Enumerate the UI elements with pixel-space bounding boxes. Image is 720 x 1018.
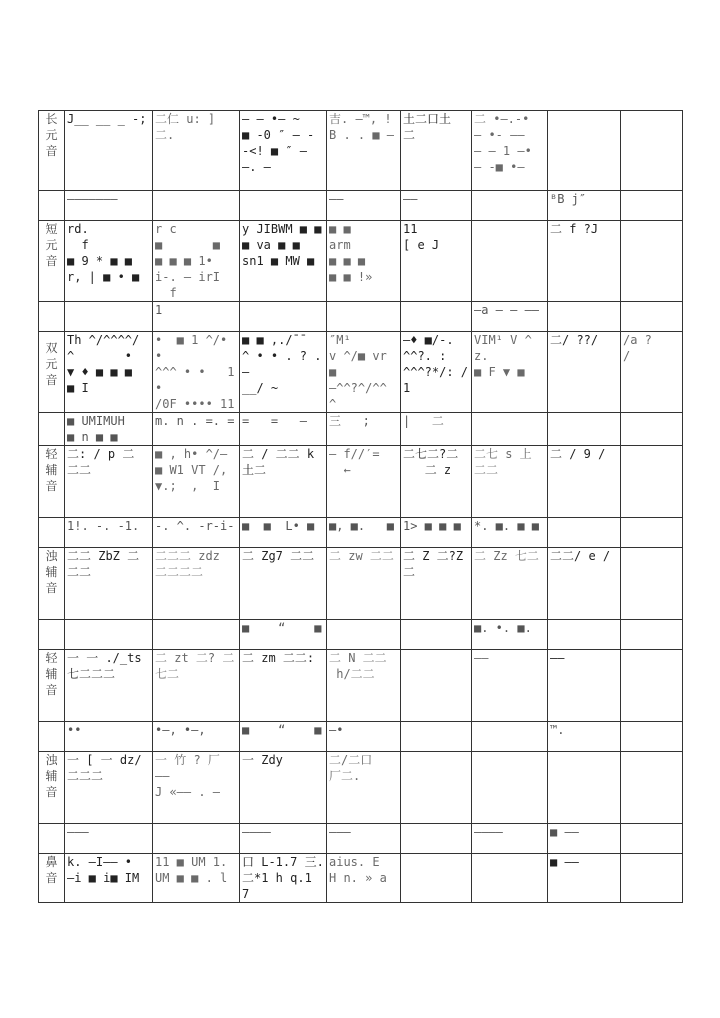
table-cell (621, 446, 683, 518)
table-cell (327, 620, 401, 650)
table-cell: m. n . =. = (153, 413, 240, 446)
table-cell: 一 Zdy (240, 752, 327, 824)
table-cell (240, 302, 327, 332)
table-row (39, 332, 683, 413)
table-cell: 一 一 ./_ts 七二二二 (65, 650, 153, 722)
table-cell (621, 620, 683, 650)
table-cell: — f//′= ← (327, 446, 401, 518)
table-cell: •• (65, 722, 153, 752)
table-cell: 二 •—.-• — •- —— — — 1 —• — -■ •— (472, 111, 548, 191)
table-cell (548, 413, 621, 446)
table-cell: y JIBWM ■ ■ ■ va ■ ■ sn1 ■ MW ■ (240, 221, 327, 302)
table-cell: k. —I—— • —i ■ i■ IM (65, 854, 153, 903)
table-cell: ″M¹ v ^/■ vr ■ —^^?^/^^ ^ (327, 332, 401, 413)
table-cell: 二 zt 二? 二 七二 (153, 650, 240, 722)
table-cell: ■ , h• ^/— ■ W1 VT /, ▼.; , I (153, 446, 240, 518)
table-cell: —a — — —— (472, 302, 548, 332)
table-cell (401, 722, 472, 752)
table-cell (472, 413, 548, 446)
table-cell: 二 f ?J (548, 221, 621, 302)
table-cell: 二/ ??/ (548, 332, 621, 413)
table-cell: 二二 ZbZ 二 二二 (65, 548, 153, 620)
table-cell: VIM¹ V ^z. ■ F ▼ ■ (472, 332, 548, 413)
table-row (39, 854, 683, 903)
table-cell: ■ —— (548, 854, 621, 903)
table-cell: 二 Z 二?Z 二 (401, 548, 472, 620)
table-cell: 二二/ e / (548, 548, 621, 620)
phonetic-table (38, 110, 683, 903)
table-cell (401, 752, 472, 824)
table-row (39, 111, 683, 191)
table-cell (621, 302, 683, 332)
table-row (39, 518, 683, 548)
table-cell: 口 L-1.7 三. 二*1 h q.1 7 (240, 854, 327, 903)
table-cell: ■ ■ arm ■ ■ ■ ■ ■ !» (327, 221, 401, 302)
table-cell: ——————— (65, 191, 153, 221)
table-cell: ■ “ ■ (240, 722, 327, 752)
table-cell (65, 302, 153, 332)
table-cell (153, 824, 240, 854)
table-cell (472, 221, 548, 302)
table-cell (401, 854, 472, 903)
category-cell: 轻 辅 音 (39, 446, 65, 518)
table-cell: 1 (153, 302, 240, 332)
table-cell: 二七二?二 二 z (401, 446, 472, 518)
table-cell (401, 824, 472, 854)
table-cell (621, 548, 683, 620)
category-cell (39, 518, 65, 548)
table-cell (548, 752, 621, 824)
table-cell: 11 ■ UM 1. UM ■ ■ . l (153, 854, 240, 903)
table-cell: r c ■ ■ ■ ■ ■ 1• i-. — irI f (153, 221, 240, 302)
category-cell (39, 620, 65, 650)
table-cell (472, 722, 548, 752)
table-cell: Th ^/^^^^/ ^ • ▼ ♦ ■ ■ ■ ■ I (65, 332, 153, 413)
table-cell (621, 752, 683, 824)
table-row (39, 548, 683, 620)
category-cell: 浊 辅 音 (39, 548, 65, 620)
category-cell (39, 302, 65, 332)
table-cell: ———— (472, 824, 548, 854)
table-cell: —— (401, 191, 472, 221)
table-cell: 1> ■ ■ ■ (401, 518, 472, 548)
table-cell: — — •— ~ ■ -0 ″ — - -<! ■ ″ — —. — (240, 111, 327, 191)
table-cell: J__ __ _ -; (65, 111, 153, 191)
category-cell: 轻 辅 音 (39, 650, 65, 722)
table-cell: 一 竹 ? 厂 —— J «—— . — (153, 752, 240, 824)
table-cell (401, 620, 472, 650)
table-cell: 二二二 zdz 二二二二 (153, 548, 240, 620)
table-cell (621, 722, 683, 752)
table-cell: *. ■. ■ ■ (472, 518, 548, 548)
table-cell: —— (327, 191, 401, 221)
table-cell: 11 [ e J (401, 221, 472, 302)
table-cell (401, 650, 472, 722)
table-cell: —— (472, 650, 548, 722)
table-cell (621, 824, 683, 854)
table-cell (401, 302, 472, 332)
table-cell: 二 zm 二二: (240, 650, 327, 722)
table-cell (153, 620, 240, 650)
category-cell: 鼻 音 (39, 854, 65, 903)
table-cell (621, 518, 683, 548)
table-cell: | 二 (401, 413, 472, 446)
table-cell: 1!. -. -1. (65, 518, 153, 548)
table-cell: ■, ■. ■ (327, 518, 401, 548)
category-cell (39, 824, 65, 854)
table-cell: 土二口土 二 (401, 111, 472, 191)
table-cell: —♦ ■/-. ^^?. : ^^^?*/: /1 (401, 332, 472, 413)
table-cell: •—, •—, (153, 722, 240, 752)
table-cell (472, 854, 548, 903)
table-row (39, 221, 683, 302)
table-cell (65, 620, 153, 650)
category-cell (39, 413, 65, 446)
table-cell: aius. E H n. » a (327, 854, 401, 903)
table-cell (621, 191, 683, 221)
table-row (39, 620, 683, 650)
table-cell (472, 752, 548, 824)
table-cell (621, 111, 683, 191)
table-cell: ———— (240, 824, 327, 854)
table-cell: 二/二口 厂二. (327, 752, 401, 824)
table-cell: = = — (240, 413, 327, 446)
category-cell: 浊 辅 音 (39, 752, 65, 824)
table-cell (327, 302, 401, 332)
table-cell: 二: / p 二 二二 (65, 446, 153, 518)
table-cell: 二 zw 二二 (327, 548, 401, 620)
table-cell: 一 [ 一 dz/ 二二二 (65, 752, 153, 824)
table-row (39, 722, 683, 752)
table-row (39, 413, 683, 446)
category-cell: 短 元 音 (39, 221, 65, 302)
table-cell (548, 620, 621, 650)
table-cell (548, 518, 621, 548)
table-cell (548, 111, 621, 191)
table-cell (621, 413, 683, 446)
table-cell: 二 Zg7 二二 (240, 548, 327, 620)
table-cell (548, 302, 621, 332)
table-cell: 二 Zz 七二 (472, 548, 548, 620)
table-cell: 二仁 u: ] 二. (153, 111, 240, 191)
table-cell: ■ ■ L• ■ (240, 518, 327, 548)
table-cell: /a ? / (621, 332, 683, 413)
table-cell: ᴮB j″ (548, 191, 621, 221)
table-cell (621, 221, 683, 302)
table-cell: -. ^. -r-i- (153, 518, 240, 548)
table-cell (240, 191, 327, 221)
table-cell (153, 191, 240, 221)
table-cell: ——— (327, 824, 401, 854)
table-cell: —• (327, 722, 401, 752)
table-cell (621, 650, 683, 722)
category-cell: 长 元 音 (39, 111, 65, 191)
table-cell: 二 / 二二 k 土二 (240, 446, 327, 518)
table-cell: ■ UMIMUH ■ n ■ ■ (65, 413, 153, 446)
table-cell (472, 191, 548, 221)
table-cell: —— (548, 650, 621, 722)
table-cell: ™. (548, 722, 621, 752)
category-cell (39, 722, 65, 752)
category-cell (39, 191, 65, 221)
table-cell: 二 / 9 / (548, 446, 621, 518)
table-cell: ■. •. ■. (472, 620, 548, 650)
table-cell: rd. f ■ 9 * ■ ■ r, | ■ • ■ (65, 221, 153, 302)
table-cell (621, 854, 683, 903)
table-row (39, 302, 683, 332)
table-cell: 二 N 二二 h/二二 (327, 650, 401, 722)
table-cell: ■ ■ ,./¯¯ ^ • • . ? . — __/ ~ (240, 332, 327, 413)
table-cell: 吉. —™, ! B . . ■ — (327, 111, 401, 191)
table-cell: 三 ; (327, 413, 401, 446)
table-row (39, 752, 683, 824)
table-cell: ——— (65, 824, 153, 854)
table-cell: ■ —— (548, 824, 621, 854)
table-row (39, 191, 683, 221)
table-row (39, 446, 683, 518)
category-cell: 双 元音 (39, 332, 65, 413)
table-cell: • ■ 1 ^/• • ^^^ • • 1 • /0F •••• 11 (153, 332, 240, 413)
table-row (39, 824, 683, 854)
table-row (39, 650, 683, 722)
table-cell: 二七 s 上 二二 (472, 446, 548, 518)
table-cell: ■ “ ■ (240, 620, 327, 650)
